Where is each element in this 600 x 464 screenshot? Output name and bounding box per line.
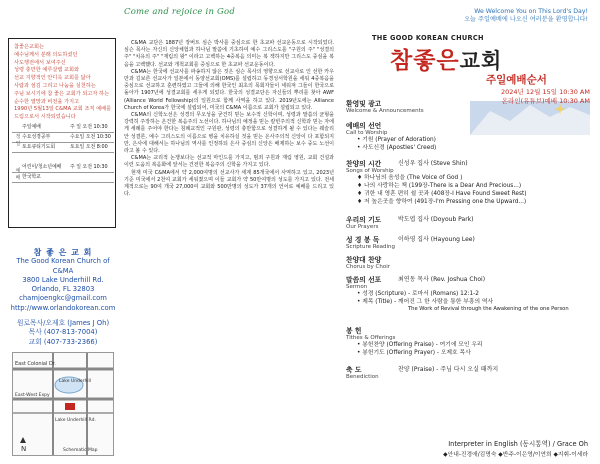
vision-line: 선교 지향적인 안디옥 교회를 닮아: [14, 75, 91, 82]
order-item-call-to-worship: [346, 120, 592, 152]
order-detail: • 사도신경 (Apostles' Creed): [357, 145, 437, 151]
order-subtitle: Benediction: [346, 374, 379, 380]
order-item-offering: [346, 325, 592, 357]
logo-main: 참좋은: [390, 48, 460, 74]
worship-schedule-youth: [12, 163, 114, 183]
phone-church: 교회 (407-733-2366): [28, 337, 98, 346]
schedule-time: 수요일 오전 10:30: [70, 134, 111, 140]
order-item-prayers: [346, 214, 592, 230]
schedule-side-label: 정 일: [15, 134, 21, 147]
order-title: 축 도: [346, 366, 362, 374]
vision-line: 순수한 열망과 비전을 가지고: [14, 98, 80, 105]
map-label: East-West Expy: [15, 393, 50, 398]
order-detail: • 봉헌찬양 (Offering Praise) - 여기에 모인 우리: [357, 342, 483, 348]
schedule-time: 주 일 오전 10:30: [70, 164, 108, 170]
order-title: 말씀의 선포: [346, 276, 382, 284]
song-item: ♦ 저 높은곳을 향하여 (491장-I'm Pressing one the Upward...): [357, 199, 527, 205]
article-paragraph: C&MA 교단은 1887년 장버트 심슨 박사를 중심으로 한 초교파 선교운동으로 시작되었다. 심슨 목사는 자신의 신앙체험과 하나님 말씀에 기초하여 예수 그리스도를 "구원의 주" "성결의 주" "치유의 주" "재림의 왕" 이라고 고백하는 4중복음 의미는 복 잭하지만 그리스도 중심을 복음을 고백했다. 선교와 개척교회를 중심으로 한 초교파 선교운동이다.: [124, 40, 334, 68]
vision-line: 성령 충만한 예루살렘 교회와: [14, 67, 80, 74]
order-subtitle: Songs of Worship: [346, 168, 394, 174]
church-name-ko: 참 좋 은 교 회: [33, 248, 93, 257]
schedule-row: [12, 173, 114, 183]
map-label: East Colonial Dr.: [15, 361, 57, 367]
article-paragraph: C&MA는 한국에 선교사를 파송하지 않은 것은 심슨 목사의 영향으로 선교사로 인 선한 카우만과 길보른 선교사가 일본에서 동양선교회(OMS)를 설립하고 동경성서학원을 세워 4중복음을 중심으로 선교하고 훈련하였고 그들에 의해 한국인 최초의 목회자들이 세워져 그들이 한국으로 돌아가 1907년에 성결교회를 세우게 되었다. 한국의 성결교단은 자신들의 뿌리를 찾아 AWF (Alliance World Fellowship)의 일원으로 함께 사역을 하고 있다. 2019년도에는 Alliance Church of Korea가 한국에 설립되어, 미국의 C&MA 이름으로 교회가 설립되고 있다.: [124, 68, 334, 111]
church-email: chamjoengkc@gmail.com: [19, 294, 107, 303]
interpreter-note: Interpreter in English (동시통역) / Grace Oh: [448, 440, 588, 448]
vision-line: 주님 보시기에 참 좋은 교회가 되고자 하는: [14, 90, 110, 97]
schedule-time: 토요일 오전 8:00: [70, 144, 108, 150]
order-item-songs: [346, 158, 592, 206]
order-title: 찬양대 찬양: [346, 256, 382, 264]
order-title: 우리의 기도: [346, 216, 382, 224]
welcome-ko: 오늘 주일예배에 나오신 여러분을 환영합니다!: [464, 16, 588, 23]
order-title: 환영및 광고: [346, 100, 382, 108]
order-item-benediction: [346, 364, 592, 380]
vision-line: 참좋은교회는: [14, 44, 45, 50]
church-logo: [390, 42, 502, 75]
order-title: 예배의 선언: [346, 122, 382, 130]
order-subtitle: Sermon: [346, 284, 368, 290]
order-detail: • 기원 (Prayer of Adoration): [357, 137, 436, 143]
order-subtitle: Chorus by Choir: [346, 264, 391, 270]
map-label: Lake Underhill: [59, 379, 92, 384]
location-map: [12, 352, 114, 456]
order-detail: • 봉헌기도 (Offering Prayer) - 오제호 목사: [357, 350, 471, 356]
schedule-row: [12, 163, 114, 173]
service-date: 2024년 12월 15일 10:30 AM: [501, 88, 590, 96]
schedule-row: [12, 123, 114, 133]
order-person: 이하영 집사 (Hayoung Lee): [398, 236, 475, 243]
order-detail: • 성경 (Scripture) - 로마서 (Romans) 12:1-2: [357, 291, 479, 297]
service-online: 온라인(유튜브)예배 10:30 AM: [501, 97, 590, 105]
order-title: 찬양의 시간: [346, 160, 382, 168]
map-label: Lake Underhill Rd.: [55, 418, 96, 423]
church-street: 3800 Lake Underhill Rd.: [22, 275, 104, 284]
schedule-name: 주일예배: [22, 124, 41, 130]
motto-heading: Come and rejoice in God: [124, 7, 235, 17]
order-item-welcome: [346, 98, 592, 114]
song-item: ♦ 귀한 내 영혼 편히 쉴 곳과 (408장-I Have Found Sweet Rest): [357, 191, 527, 197]
welcome-message: [378, 8, 588, 24]
church-city: Orlando, FL 32803: [31, 285, 95, 294]
order-person: 찬양 (Praise) - 주님 다시 오실 때까지: [398, 366, 499, 373]
church-website: http://www.orlandokorean.com: [10, 303, 116, 312]
article-paragraph: C&MA는 교리적 논쟁보다는 선교적 마인드를 가지고, 범죄 구원과 재림 영원, 교회 건설과 이런 도움의 복음화에 앞서는 건전한 복음주의 신학을 가지고 있다.: [124, 155, 334, 169]
order-title: 성 경 봉 독: [346, 236, 380, 244]
vision-line: 드림으로서 시작되었습니다: [14, 114, 76, 121]
vision-text: [14, 44, 114, 122]
map-label: Schematic Map: [63, 448, 98, 453]
schedule-name: 수요성경공부: [22, 134, 51, 140]
vision-line: 사도행전에서 보여주신: [14, 59, 66, 66]
phone-pastor: 목사 (407-813-7004): [28, 328, 98, 337]
order-person: 신성우 집사 (Steve Shin): [398, 160, 468, 167]
service-order-title: 주일예배순서: [486, 74, 547, 86]
order-subtitle: Tithes & Offerings: [346, 335, 396, 341]
song-item: ♦ 나의 사랑하는 책 (199장-There is a Dear And Precious...): [357, 183, 522, 189]
order-item-choir: [346, 254, 592, 270]
map-drawing: [13, 353, 113, 455]
order-person: 박도엽 집사 (Doyoub Park): [398, 216, 474, 223]
song-item: ♦ 하나님의 음성을 (The Voice of God ): [357, 175, 463, 181]
schedule-name: 토요큐티기도회: [22, 144, 56, 150]
church-name-en: The Good Korean Church of C&MA: [16, 257, 110, 275]
church-vision-box: [8, 38, 116, 228]
welcome-en: We Welcome You on This Lord's Day!: [474, 8, 588, 15]
ministry-helpers: ◆안내-진경애/김명숙 ◆반주-이은영/이연희 ◆지휘-이세라: [443, 452, 588, 458]
vision-line: 1990년 5월13일 C&MA 교회 조직 예배를: [14, 106, 112, 113]
schedule-side-label: 예 배: [15, 168, 21, 181]
schedule-row: [12, 133, 114, 143]
pastor-name: 원로목사/오제호 (James J Oh): [16, 319, 110, 328]
article-paragraph: 현재 미국 C&MA에서 약 2,000여명의 선교사가 세계 85개국에서 사역하고 있고, 2023년 기준 미국에서 2천여 교회가 세워졌으며 이들 교회가 약 50만여명의 성도를 가지고 있다. 전세계적으로는 90여 개국 27,000여 교회와 500만명의 성도가 37개의 언어로 예배를 드리고 있다.: [124, 169, 334, 198]
church-contact-info: [8, 248, 118, 347]
order-subtitle: Scripture Reading: [346, 244, 396, 250]
schedule-name: 어린이/청소년예배: [22, 164, 62, 170]
article-paragraph: C&MA의 신학노선은 성경의 무오성을 굳건히 믿는 보수적 신학이며, 성령과 말씀의 균형을 강력히 주장하는 온건한 복음주의 노선이다. 하나님의 예정을 믿는 칼빈주의적 신학과 믿는 자에게 세례를 주어야 한다는 침례교적인 구원관, 성령의 충만함으로 성결하게 될 수 있다는 웨슬리안 성결론, 예수 그리스도의 이름으로 병을 치유하실 것을 믿는 온사주의적 신앙이 다 포함되지만, 은사에 대해서는 하나님의 역사를 인정하되 은사 중심의 신앙은 배제하는 보수 중도 노선이라고 볼 수 있다.: [124, 112, 334, 155]
sermon-title-english: The Work of Revival through the Awakening of the one Person: [408, 306, 569, 312]
cma-history-article: [124, 40, 334, 198]
order-person: 최연동 목사 (Rev. Joshua Choi): [398, 276, 486, 283]
schedule-time: [70, 173, 114, 182]
order-item-scripture: [346, 234, 592, 250]
order-item-sermon: [346, 274, 592, 313]
order-title: 봉 헌: [346, 327, 362, 335]
order-detail: • 제목 (Title) - 깨어진 그 한 사람을 통한 부흥의 역사: [357, 299, 494, 305]
vision-line: 사람과 섬김 그리고 나눔을 실천하는: [14, 82, 96, 89]
worship-schedule-main: [12, 123, 114, 153]
schedule-name: 한국학교: [22, 174, 41, 180]
church-logo-english: THE GOOD KOREAN CHURCH: [372, 34, 484, 42]
order-subtitle: Welcome & Announcements: [346, 108, 424, 114]
schedule-row: [12, 143, 114, 153]
north-arrow: N: [21, 445, 27, 453]
logo-suffix: 교회: [459, 49, 503, 73]
north-arrow-icon: [20, 437, 26, 443]
vision-line: 예수님께서 분래 의도하셨던: [14, 51, 78, 58]
schedule-time: 주 일 오전 10:30: [70, 124, 108, 130]
order-subtitle: Call to Worship: [346, 130, 388, 136]
order-subtitle: Our Prayers: [346, 224, 379, 230]
